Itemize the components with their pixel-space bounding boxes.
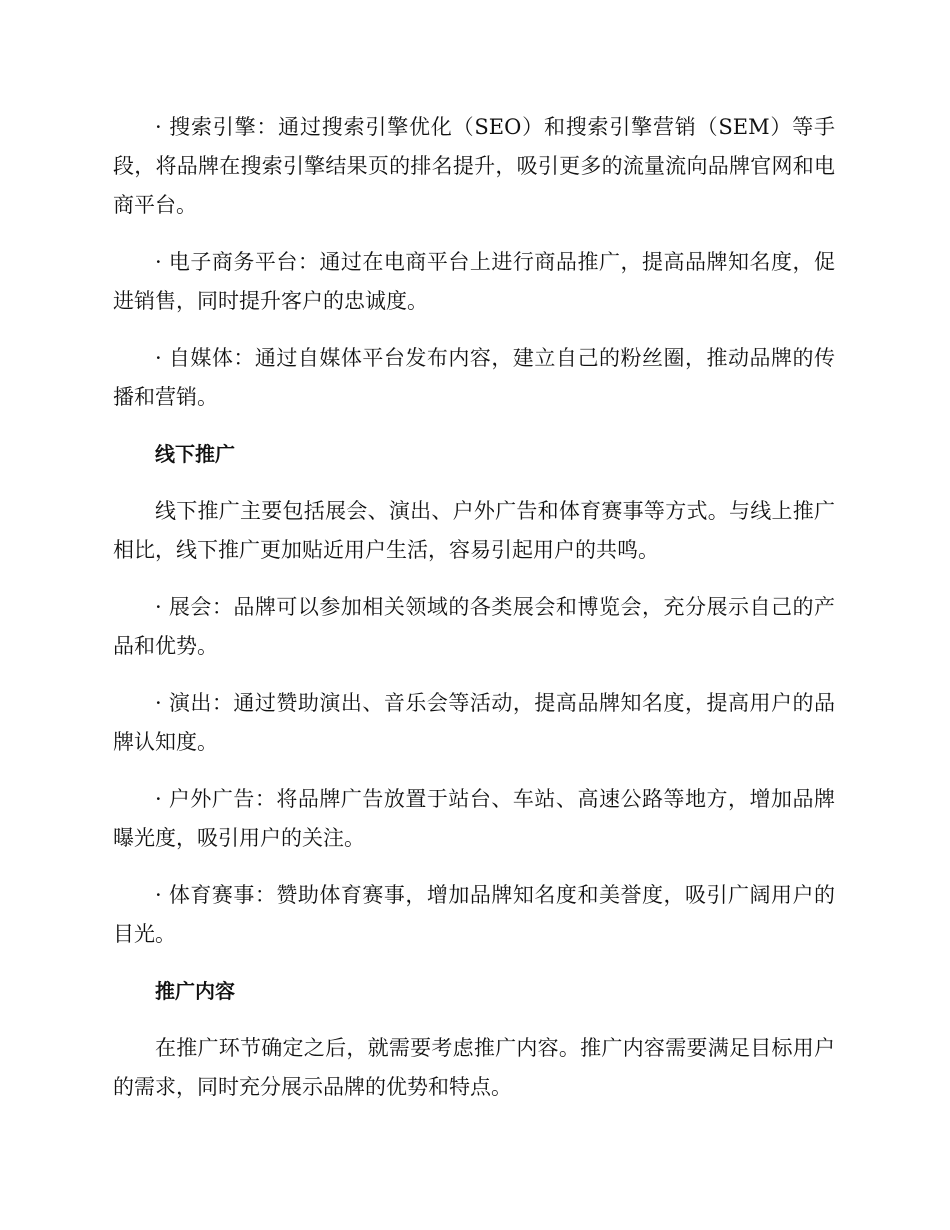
section-heading-offline: 线下推广 (155, 442, 235, 466)
paragraph-offline-intro: 线下推广主要包括展会、演出、户外广告和体育赛事等方式。与线上推广相比，线下推广更加贴近用户生活，容易引起用户的共鸣。 (113, 499, 835, 562)
paragraph-self-media: · 自媒体：通过自媒体平台发布内容，建立自己的粉丝圈，推动品牌的传播和营销。 (113, 346, 835, 409)
paragraph-search-engine: · 搜索引擎：通过搜索引擎优化（SEO）和搜索引擎营销（SEM）等手段，将品牌在搜索引擎结果页的排名提升，吸引更多的流量流向品牌官网和电商平台。 (113, 115, 835, 217)
paragraph-outdoor-ads: · 户外广告：将品牌广告放置于站台、车站、高速公路等地方，增加品牌曝光度，吸引用户的关注。 (113, 787, 835, 850)
section-heading-content: 推广内容 (155, 979, 235, 1003)
paragraph-content-intro: 在推广环节确定之后，就需要考虑推广内容。推广内容需要满足目标用户的需求，同时充分展示品牌的优势和特点。 (113, 1036, 835, 1099)
document-body (113, 108, 835, 1125)
paragraph-performance: · 演出：通过赞助演出、音乐会等活动，提高品牌知名度，提高用户的品牌认知度。 (113, 691, 835, 754)
paragraph-exhibition: · 展会：品牌可以参加相关领域的各类展会和博览会，充分展示自己的产品和优势。 (113, 595, 835, 658)
paragraph-sports: · 体育赛事：赞助体育赛事，增加品牌知名度和美誉度，吸引广阔用户的目光。 (113, 883, 835, 946)
paragraph-ecommerce: · 电子商务平台：通过在电商平台上进行商品推广，提高品牌知名度，促进销售，同时提升客户的忠诚度。 (113, 250, 835, 313)
